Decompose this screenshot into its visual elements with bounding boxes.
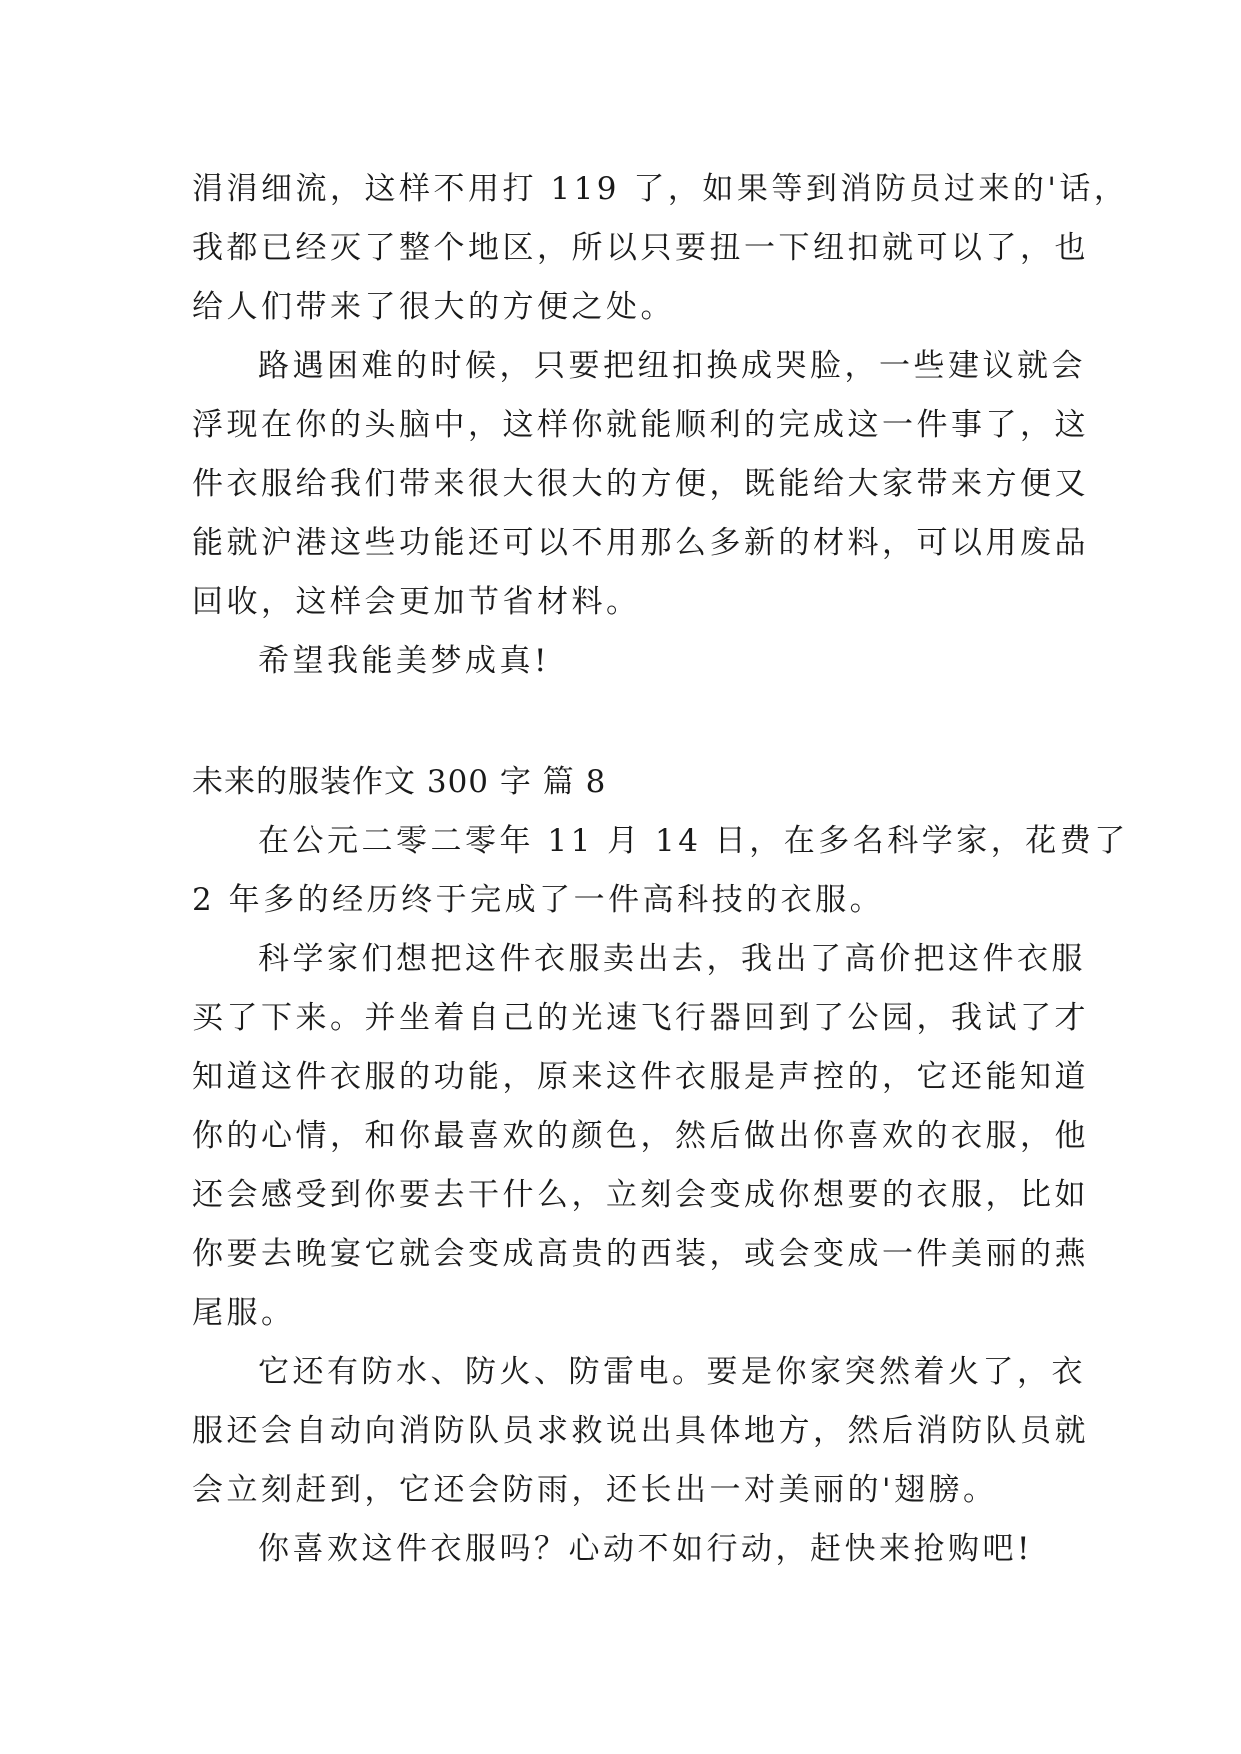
text-line: 回收，这样会更加节省材料。 xyxy=(192,584,641,620)
text-line: 你的心情，和你最喜欢的颜色，然后做出你喜欢的衣服，他 xyxy=(192,1118,1089,1154)
paragraph xyxy=(192,1520,1064,1579)
paragraph xyxy=(192,930,1089,1343)
section-gap xyxy=(192,691,1064,753)
text-line: 涓涓细流，这样不用打 119 了，如果等到消防员过来的'话， xyxy=(192,171,1129,207)
text-line: 2 年多的经历终于完成了一件高科技的衣服。 xyxy=(192,882,885,918)
text-line: 给人们带来了很大的方便之处。 xyxy=(192,289,675,325)
text-line: 尾服。 xyxy=(192,1295,296,1331)
paragraph xyxy=(192,337,1089,632)
paragraph xyxy=(192,812,1129,930)
text-line: 会立刻赶到，它还会防雨，还长出一对美丽的'翅膀。 xyxy=(192,1472,998,1508)
text-line: 路遇困难的时候，只要把纽扣换成哭脸，一些建议就会 xyxy=(258,348,1086,384)
text-line: 能就沪港这些功能还可以不用那么多新的材料，可以用废品 xyxy=(192,525,1089,561)
text-line: 它还有防水、防火、防雷电。要是你家突然着火了，衣 xyxy=(258,1354,1086,1390)
paragraph xyxy=(192,160,1129,337)
text-line: 你要去晚宴它就会变成高贵的西装，或会变成一件美丽的燕 xyxy=(192,1236,1089,1272)
paragraph xyxy=(192,1343,1089,1520)
text-line: 买了下来。并坐着自己的光速飞行器回到了公园，我试了才 xyxy=(192,1000,1089,1036)
text-line: 你喜欢这件衣服吗？心动不如行动，赶快来抢购吧! xyxy=(258,1531,1033,1567)
text-line: 我都已经灭了整个地区，所以只要扭一下纽扣就可以了，也 xyxy=(192,230,1089,266)
document-page xyxy=(192,160,1129,1579)
text-line: 件衣服给我们带来很大很大的方便，既能给大家带来方便又 xyxy=(192,466,1089,502)
text-line: 在公元二零二零年 11 月 14 日，在多名科学家，花费了 xyxy=(258,823,1129,859)
paragraph xyxy=(192,632,1064,691)
section-heading: 未来的服装作文 300 字 篇 8 xyxy=(192,764,607,800)
text-line: 知道这件衣服的功能，原来这件衣服是声控的，它还能知道 xyxy=(192,1059,1089,1095)
text-line: 希望我能美梦成真! xyxy=(258,643,550,679)
text-line: 服还会自动向消防队员求救说出具体地方，然后消防队员就 xyxy=(192,1413,1089,1449)
text-line: 科学家们想把这件衣服卖出去，我出了高价把这件衣服 xyxy=(258,941,1086,977)
text-line: 还会感受到你要去干什么，立刻会变成你想要的衣服，比如 xyxy=(192,1177,1089,1213)
text-line: 浮现在你的头脑中，这样你就能顺利的完成这一件事了，这 xyxy=(192,407,1089,443)
